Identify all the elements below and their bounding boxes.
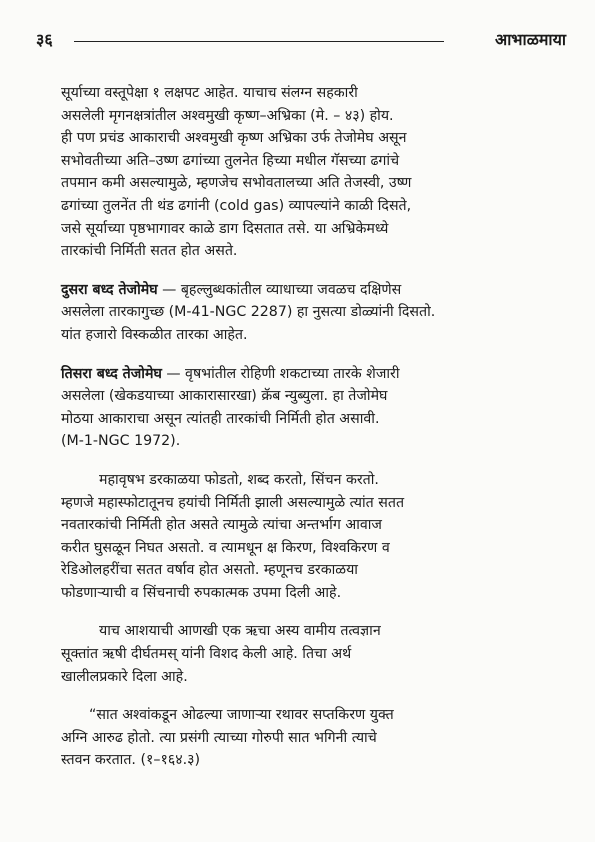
- text-line: असलेला (खेकडयाच्या आकारासारखा) क्रॅब न्युब्युला. हा तेजोमेघ: [61, 388, 388, 405]
- text-line: सूक्तांत ऋषी दीर्घतमस् यांनी विशद केली आहे. तिचा अर्थ: [61, 646, 352, 663]
- text-line: रेडिओलहरींचा सतत वर्षाव होत असतो. म्हणूनच डरकाळया: [61, 562, 358, 579]
- text-line: सभोवतीच्या अति–उष्ण ढगांच्या तुलनेत हिच्या मधील गॅसच्या ढगांचे: [61, 152, 400, 169]
- text-line: [61, 363, 561, 386]
- text-line: अग्नि आरुढ होतो. त्या प्रसंगी त्याच्या गोरुपी सात भगिनी त्याचे: [61, 729, 377, 746]
- paragraph-1: [61, 82, 561, 263]
- page-body: [61, 82, 561, 788]
- text-line: यांत हजारो विस्कळीत तारका आहेत.: [61, 326, 248, 343]
- text-line: खालीलप्रकारे दिला आहे.: [61, 668, 188, 685]
- text-line: स्तवन करतात. (१–१६४.३): [61, 752, 201, 769]
- text-line: जसे सूर्याच्या पृष्ठभागावर काळे डाग दिसतात तसे. या अभ्रिकेमध्ये: [61, 220, 389, 237]
- text-line: [61, 279, 561, 302]
- running-title: आभाळमाया: [494, 30, 566, 49]
- section-heading: तिसरा बध्द तेजोमेघ: [61, 365, 162, 382]
- text-line-rest: — बृहल्लुब्धकांतील व्याधाच्या जवळच दक्षिणेस: [157, 281, 402, 298]
- text-line: सूर्याच्या वस्तूपेक्षा १ लक्षपट आहेत. याचाच संलग्न सहकारी: [61, 85, 358, 101]
- text-line: याच आशयाची आणखी एक ऋचा अस्य वामीय तत्वज्ञान: [99, 623, 381, 640]
- text-line: ही पण प्रचंड आकाराची अश्वमुखी कृष्ण अभ्रिका उर्फ तेजोमेघ असून: [61, 130, 407, 147]
- text-line: असलेला तारकागुच्छ (M-41-NGC 2287) हा नुसत्या डोळ्यांनी दिसतो.: [61, 304, 436, 321]
- text-line: फोडणाऱ्याची व सिंचनाची रुपकात्मक उपमा दिली आहे.: [61, 584, 342, 601]
- text-line: महावृषभ डरकाळया फोडतो, शब्द करतो, सिंचन करतो.: [99, 471, 379, 488]
- text-line: मोठया आकाराचा असून त्यांतही तारकांची निर्मिती होत असावी.: [61, 410, 380, 427]
- text-line: ढगांच्या तुलनेंत ती थंड ढगांनी (cold gas) व्यापल्यांने काळी दिसते,: [61, 197, 412, 214]
- page-header: [36, 30, 566, 52]
- page-number: ३६: [36, 30, 53, 49]
- header-rule: [74, 41, 444, 42]
- section-heading: दुसरा बध्द तेजोमेघ: [61, 281, 158, 298]
- text-line: तपमान कमी असल्यामुळे, म्हणजेच सभोवतालच्या अति तेजस्वी, उष्ण: [61, 175, 412, 192]
- paragraph-2: [61, 279, 561, 347]
- text-line: करीत घुसळून निघत असतो. व त्यामधून क्ष किरण, विश्वकिरण व: [61, 539, 390, 556]
- paragraph-6-quote: [61, 704, 561, 772]
- text-line: असलेली मृगनक्षत्रांतील अश्वमुखी कृष्ण–अभ्रिका (मे. – ४३) होय.: [61, 107, 394, 124]
- paragraph-5: [61, 620, 561, 688]
- text-line: तारकांची निर्मिती सतत होत असते.: [61, 243, 238, 260]
- text-line: “सात अश्वांकडून ओढल्या जाणाऱ्या रथावर सप्तकिरण युक्त: [89, 707, 394, 724]
- text-line-rest: — वृषभांतील रोहिणी शकटाच्या तारके शेजारी: [161, 365, 400, 382]
- text-line: म्हणजे महास्फोटातूनच हयांची निर्मिती झाली असल्यामुळे त्यांत सतत: [61, 494, 405, 511]
- paragraph-4: [61, 469, 561, 605]
- paragraph-3: [61, 363, 561, 453]
- text-line: नवतारकांची निर्मिती होत असते त्यामुळे त्यांचा अन्तर्भाग आवाज: [61, 517, 382, 534]
- text-line: (M-1-NGC 1972).: [61, 433, 181, 450]
